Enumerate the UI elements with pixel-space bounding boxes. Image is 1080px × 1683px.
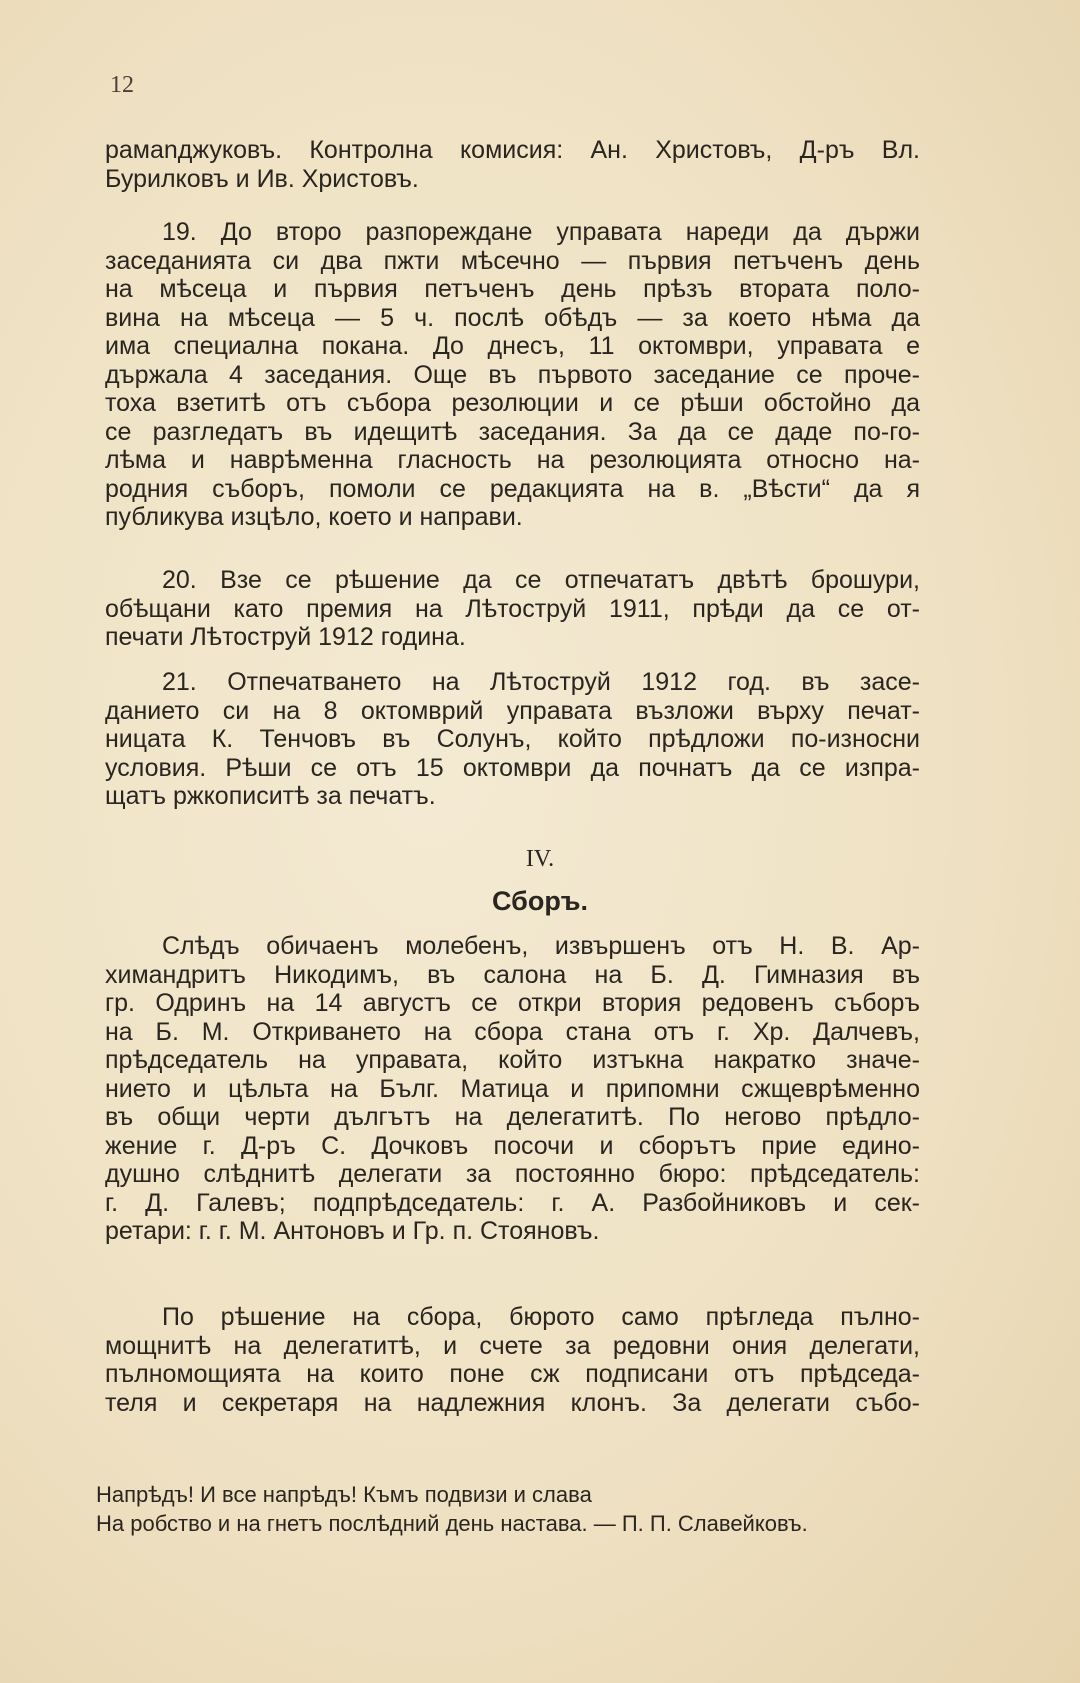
text-line: на Б. М. Откриването на сбора стана отъ г. Хр. Далчевъ, [105,1017,920,1046]
text-line: родния съборъ, помоли се редакцията на в. „Вѣсти“ да я [105,474,920,503]
section-numeral: IV. [525,846,555,872]
text-line: печати Лѣтоструй 1912 година. [105,623,466,651]
text-line: 19. До второ разпореждане управата нареди да държи [162,218,920,246]
section-title: Сборъ. [492,886,588,916]
text-line: Слѣдъ обичаенъ молебенъ, извършенъ отъ Н. В. Ар- [162,932,920,960]
paragraph-19 [105,218,920,532]
text-line: По рѣшение на сбора, бюрото само прѣгледа пълно- [162,1303,920,1331]
text-line: жение г. Д-ръ С. Дочковъ посочи и сборътъ прие едино- [105,1131,920,1160]
text-line: щатъ ржкописитѣ за печатъ. [105,782,436,810]
epigraph-line-2: На робство и на гнетъ послѣдний день настава. — П. П. Славейковъ. [96,1511,808,1536]
text-line: публикува изцѣло, което и направи. [105,503,523,531]
text-line: данието си на 8 октомврий управата възложи върху печат- [105,696,920,725]
text-line: има специална покана. До днесъ, 11 октомври, управата е [105,332,920,360]
epigraph-line-1: Напрѣдъ! И все напрѣдъ! Къмъ подвизи и слава [96,1482,592,1507]
text-line: пълномощията на които поне сж подписани отъ прѣдседа- [105,1360,920,1388]
text-line: Бурилковъ и Ив. Христовъ. [105,164,419,193]
text-line: прѣдседатель на управата, който изтъкна накратко значе- [105,1046,920,1074]
text-line: лѣма и наврѣменна гласность на резолюцията относно на- [105,446,920,474]
text-line: нието и цѣльта на Бълг. Матица и припомни сжщеврѣменно [105,1074,920,1103]
paragraph-sbor-2 [105,1303,920,1417]
text-line: заседанията си два пжти мѣсечно — първия петъченъ день [105,246,920,275]
text-line: на мѣсеца и първия петъченъ день прѣзъ втората поло- [105,275,920,303]
text-line: вина на мѣсеца — 5 ч. послѣ обѣдъ — за което нѣма да [105,303,920,332]
paragraph-sbor-1 [105,932,920,1246]
text-line: химандритъ Никодимъ, въ салона на Б. Д. Гимназия въ [105,960,920,989]
text-line: се разгледатъ въ идещитѣ заседания. За да се даде по-го- [105,417,920,446]
text-line: душно слѣднитѣ делегати за постоянно бюро: прѣдседатель: [105,1160,920,1188]
text-line: г. Д. Галевъ; подпрѣдседатель: г. А. Разбойниковъ и сек- [105,1188,920,1217]
text-line: 21. Отпечатването на Лѣтоструй 1912 год. въ засе- [162,668,920,696]
paragraph-20 [105,566,920,652]
text-line: държала 4 заседания. Още въ първото заседание се проче- [105,360,920,389]
text-line: гр. Одринъ на 14 августъ се откри втория редовенъ съборъ [105,989,920,1017]
footer-epigraph [96,1480,926,1538]
text-line: мощнитѣ на делегатитѣ, и счете за редовни ония делегати, [105,1331,920,1360]
text-line: условия. Рѣши се отъ 15 октомври да почнатъ да се изпра- [105,753,920,782]
text-line: ницата К. Тенчовъ въ Солунъ, който прѣдложи по-износни [105,725,920,753]
text-line: въ общи черти дългътъ на делегатитѣ. По негово прѣдло- [105,1103,920,1131]
text-line: обѣщани като премия на Лѣтоструй 1911, прѣди да се от- [105,594,920,623]
text-line: теля и секретаря на надлежния клонъ. За делегати събо- [105,1388,920,1417]
text-line: ретари: г. г. М. Антоновъ и Гр. п. Стояновъ. [105,1217,600,1245]
paragraph-21 [105,668,920,811]
text-line: рамanджуковъ. Контролна комисия: Ан. Христовъ, Д-ръ Вл. [105,136,920,164]
paragraph-continuation [105,136,920,193]
text-line: тоха взетитѣ отъ събора резолюции и се рѣши обстойно да [105,389,920,417]
text-line: 20. Взе се рѣшение да се отпечататъ двѣтѣ брошури, [162,566,920,594]
page-number: 12 [110,72,134,98]
